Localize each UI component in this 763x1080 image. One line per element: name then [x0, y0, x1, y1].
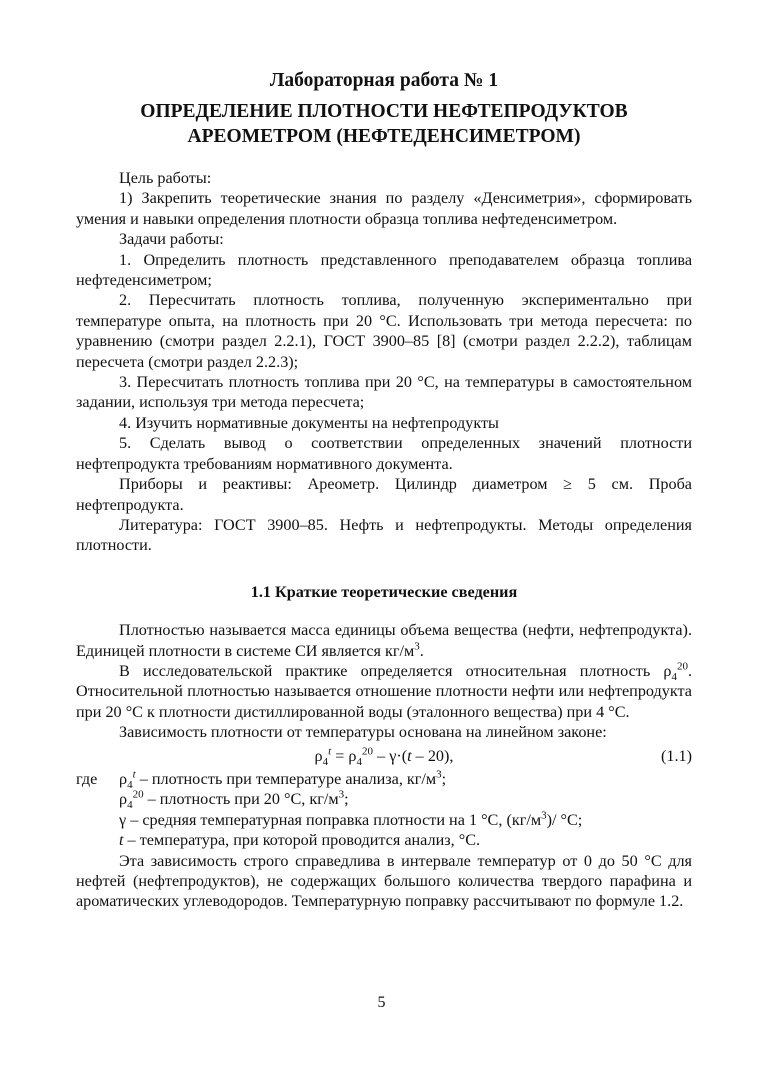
- where-def-2: $\rho_4^{20}$ – плотность при 20 °С, $кг/м^3$;: [119, 788, 349, 812]
- intro-goal-label: Цель работы:: [119, 169, 212, 187]
- paragraph-linear-law: Зависимость плотности от температуры основана на линейном законе:: [119, 723, 607, 742]
- lab-title: [76, 68, 692, 149]
- paragraph-validity: Эта зависимость строго справедлива в интервале температур от 0 до 50 °С для нефтей (нефтепродуктов), не содержащих большого количества твердого парафина и ароматических углеводородов. Температурную поправку рассчитывают по формуле 1.2.: [76, 851, 692, 911]
- equipment: Приборы и реактивы: Ареометр. Цилиндр диаметром ≥ 5 см. Проба нефтепродукта.: [76, 475, 692, 514]
- page-content: [76, 68, 692, 912]
- where-def-4: t – температура, при которой проводится анализ, °С.: [119, 831, 481, 850]
- title-line-2: ОПРЕДЕЛЕНИЕ ПЛОТНОСТИ НЕФТЕПРОДУКТОВ: [140, 101, 628, 122]
- title-line-3: АРЕОМЕТРОМ (НЕФТЕДЕНСИМЕТРОМ): [187, 126, 581, 147]
- task-1: 1. Определить плотность представленного преподавателем образца топлива нефтеденсиметром;: [76, 250, 692, 290]
- page-number: 5: [377, 994, 386, 1011]
- intro-tasks-label: Задачи работы:: [119, 230, 224, 249]
- task-5: 5. Сделать вывод о соответствии определенных значений плотности нефтепродукта требованиям нормативного документа.: [76, 434, 692, 473]
- formula-number: (1.1): [660, 746, 692, 765]
- intro-goal-text: 1) Закрепить теоретические знания по разделу «Денсиметрия», сформировать умения и навыки определения плотности образца топлива нефтеденсиметром.: [76, 189, 692, 228]
- task-3: 3. Пересчитать плотность топлива при 20 °С, на температуры в самостоятельном задании, используя три метода пересчета;: [76, 373, 692, 412]
- where-def-3: γ – средняя температурная поправка плотности на 1 °С, $(кг/м^3)/$ °С;: [119, 809, 583, 829]
- paragraph-relative-density: В исследовательской практике определяется относительная плотность $\rho_4^{20}$. Относительной плотностью называется отношение плотности нефти или нефтепродукта при 20 °С к плотности дистиллированной воды (эталонного вещества) при 4 °С.: [76, 660, 692, 721]
- task-2: 2. Пересчитать плотность топлива, полученную экспериментально при температуре опыта, на плотность при 20 °С. Использовать три метода пересчета: по уравнению (смотри раздел 2.2.1), ГОСТ 3900–85 [8] (смотри раздел 2.2.2), таблицам пересчета (смотри раздел 2.2.3);: [76, 291, 692, 371]
- task-4: 4. Изучить нормативные документы на нефтепродукты: [119, 413, 499, 432]
- where-def-1: где $\rho_4^t$ – плотность при температуре анализа, $кг/м^3$;: [76, 768, 447, 792]
- literature: Литература: ГОСТ 3900–85. Нефть и нефтепродукты. Методы определения плотности.: [76, 515, 692, 555]
- title-line-1: Лабораторная работа № 1: [269, 70, 499, 91]
- document-body: [76, 168, 692, 912]
- formula-1-1: $\rho_4^t = \rho_4^{20} - \gamma\cdot(t - 20)$, (1.1): [314, 745, 692, 768]
- paragraph-density-definition: Плотностью называется масса единицы объема вещества (нефти, нефтепродукта). Единицей плотности в системе СИ является $кг/м^3$.: [76, 621, 692, 660]
- section-heading: 1.1 Краткие теоретические сведения: [250, 582, 518, 601]
